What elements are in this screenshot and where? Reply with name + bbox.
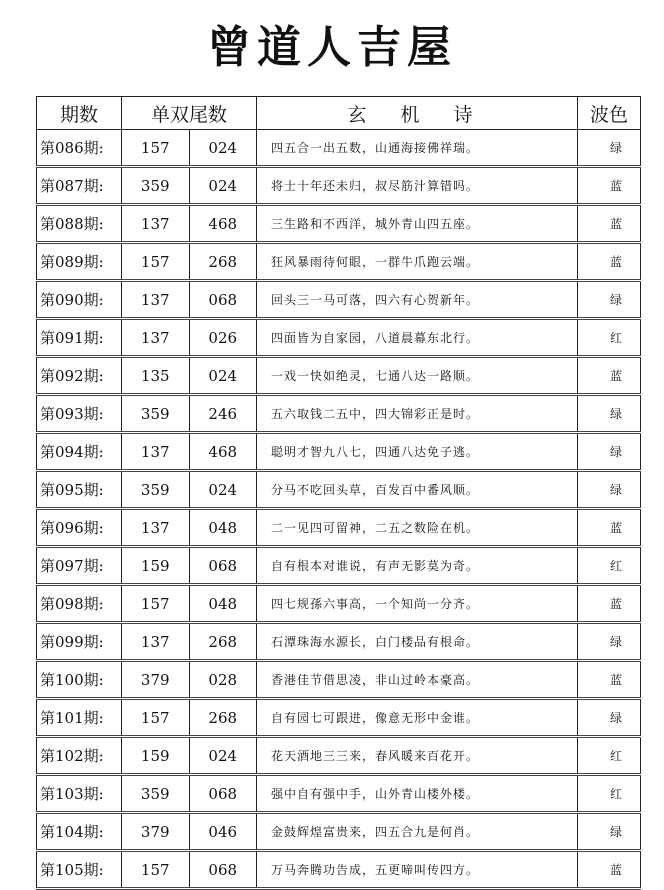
cell-wave: 蓝 bbox=[578, 205, 641, 243]
cell-tail: 268 bbox=[189, 699, 257, 737]
cell-wave: 红 bbox=[578, 547, 641, 585]
header-odd-even-tail: 单双尾数 bbox=[122, 97, 257, 130]
cell-tail: 048 bbox=[189, 585, 257, 623]
cell-poem: 强中自有强中手，山外青山楼外楼。 bbox=[257, 775, 578, 813]
results-table bbox=[36, 96, 641, 890]
cell-tail: 468 bbox=[189, 433, 257, 471]
table-row bbox=[37, 243, 641, 281]
cell-odd: 137 bbox=[122, 433, 190, 471]
cell-tail: 024 bbox=[189, 357, 257, 395]
cell-tail: 068 bbox=[189, 281, 257, 319]
header-poem: 玄 机 诗 bbox=[257, 97, 578, 130]
cell-period: 第086期: bbox=[37, 130, 122, 167]
cell-period: 第096期: bbox=[37, 509, 122, 547]
cell-poem: 分马不吃回头草，百发百中番风顺。 bbox=[257, 471, 578, 509]
table-row bbox=[37, 167, 641, 205]
table-row bbox=[37, 851, 641, 889]
cell-tail: 024 bbox=[189, 130, 257, 167]
cell-odd: 157 bbox=[122, 243, 190, 281]
cell-period: 第102期: bbox=[37, 737, 122, 775]
cell-period: 第091期: bbox=[37, 319, 122, 357]
cell-odd: 137 bbox=[122, 319, 190, 357]
cell-poem: 二一见四可留神，二五之数险在机。 bbox=[257, 509, 578, 547]
cell-wave: 蓝 bbox=[578, 851, 641, 889]
cell-period: 第088期: bbox=[37, 205, 122, 243]
cell-period: 第105期: bbox=[37, 851, 122, 889]
cell-period: 第103期: bbox=[37, 775, 122, 813]
cell-tail: 024 bbox=[189, 471, 257, 509]
cell-tail: 068 bbox=[189, 851, 257, 889]
cell-wave: 绿 bbox=[578, 813, 641, 851]
table-row bbox=[37, 737, 641, 775]
cell-odd: 159 bbox=[122, 737, 190, 775]
page-subtitle bbox=[110, 78, 550, 86]
cell-poem: 四五合一出五数，山通海接佛祥瑞。 bbox=[257, 130, 578, 167]
cell-wave: 绿 bbox=[578, 281, 641, 319]
cell-poem: 花天酒地三三来，春风暖来百花开。 bbox=[257, 737, 578, 775]
cell-wave: 红 bbox=[578, 319, 641, 357]
cell-odd: 359 bbox=[122, 471, 190, 509]
table-row bbox=[37, 547, 641, 585]
cell-period: 第104期: bbox=[37, 813, 122, 851]
cell-poem: 香港佳节借思凌，非山过岭本豪高。 bbox=[257, 661, 578, 699]
table-row bbox=[37, 130, 641, 167]
cell-odd: 157 bbox=[122, 130, 190, 167]
cell-odd: 379 bbox=[122, 661, 190, 699]
cell-tail: 068 bbox=[189, 775, 257, 813]
cell-wave: 绿 bbox=[578, 395, 641, 433]
cell-odd: 159 bbox=[122, 547, 190, 585]
cell-period: 第097期: bbox=[37, 547, 122, 585]
table-row bbox=[37, 509, 641, 547]
cell-tail: 268 bbox=[189, 243, 257, 281]
cell-period: 第098期: bbox=[37, 585, 122, 623]
cell-odd: 359 bbox=[122, 167, 190, 205]
cell-wave: 蓝 bbox=[578, 661, 641, 699]
cell-poem: 四面皆为自家园，八道晨幕东北行。 bbox=[257, 319, 578, 357]
table-row bbox=[37, 471, 641, 509]
cell-odd: 379 bbox=[122, 813, 190, 851]
table-body bbox=[37, 130, 641, 889]
table-row bbox=[37, 661, 641, 699]
cell-tail: 026 bbox=[189, 319, 257, 357]
cell-wave: 绿 bbox=[578, 433, 641, 471]
cell-odd: 137 bbox=[122, 509, 190, 547]
cell-tail: 068 bbox=[189, 547, 257, 585]
cell-poem: 自有园七可跟进，像意无形中金谁。 bbox=[257, 699, 578, 737]
cell-tail: 268 bbox=[189, 623, 257, 661]
cell-wave: 蓝 bbox=[578, 357, 641, 395]
cell-poem: 四七规孫六事高，一个知尚一分齐。 bbox=[257, 585, 578, 623]
cell-poem: 聪明才智九八七，四通八达免子逃。 bbox=[257, 433, 578, 471]
cell-period: 第099期: bbox=[37, 623, 122, 661]
cell-period: 第095期: bbox=[37, 471, 122, 509]
cell-poem: 万马奔腾功告成，五更啼叫传四方。 bbox=[257, 851, 578, 889]
cell-period: 第101期: bbox=[37, 699, 122, 737]
cell-period: 第100期: bbox=[37, 661, 122, 699]
table-header-row bbox=[37, 97, 641, 130]
cell-odd: 137 bbox=[122, 281, 190, 319]
cell-tail: 024 bbox=[189, 167, 257, 205]
table-row bbox=[37, 585, 641, 623]
cell-poem: 五六取钱二五中，四大锦彩正是时。 bbox=[257, 395, 578, 433]
table-row bbox=[37, 357, 641, 395]
cell-odd: 157 bbox=[122, 851, 190, 889]
cell-odd: 157 bbox=[122, 585, 190, 623]
cell-period: 第090期: bbox=[37, 281, 122, 319]
cell-poem: 石潭珠海水源长，白门楼品有根命。 bbox=[257, 623, 578, 661]
cell-wave: 红 bbox=[578, 737, 641, 775]
cell-tail: 024 bbox=[189, 737, 257, 775]
table-row bbox=[37, 319, 641, 357]
cell-wave: 蓝 bbox=[578, 167, 641, 205]
table-row bbox=[37, 623, 641, 661]
table-row bbox=[37, 281, 641, 319]
header-wave: 波色 bbox=[578, 97, 641, 130]
cell-wave: 蓝 bbox=[578, 243, 641, 281]
cell-poem: 狂风暴雨待何眼，一群牛爪跑云端。 bbox=[257, 243, 578, 281]
cell-wave: 绿 bbox=[578, 623, 641, 661]
cell-odd: 137 bbox=[122, 205, 190, 243]
cell-wave: 绿 bbox=[578, 130, 641, 167]
table-row bbox=[37, 813, 641, 851]
cell-odd: 137 bbox=[122, 623, 190, 661]
cell-period: 第089期: bbox=[37, 243, 122, 281]
cell-odd: 135 bbox=[122, 357, 190, 395]
cell-odd: 359 bbox=[122, 395, 190, 433]
table-row bbox=[37, 775, 641, 813]
table-row bbox=[37, 395, 641, 433]
cell-wave: 红 bbox=[578, 775, 641, 813]
table-row bbox=[37, 433, 641, 471]
cell-tail: 468 bbox=[189, 205, 257, 243]
cell-odd: 157 bbox=[122, 699, 190, 737]
cell-tail: 048 bbox=[189, 509, 257, 547]
cell-poem: 将士十年还未归，叔尽筋汁算错吗。 bbox=[257, 167, 578, 205]
cell-tail: 046 bbox=[189, 813, 257, 851]
cell-period: 第092期: bbox=[37, 357, 122, 395]
table-row bbox=[37, 205, 641, 243]
cell-period: 第094期: bbox=[37, 433, 122, 471]
cell-tail: 028 bbox=[189, 661, 257, 699]
cell-period: 第093期: bbox=[37, 395, 122, 433]
cell-wave: 绿 bbox=[578, 471, 641, 509]
page-title: 曾道人吉屋 bbox=[207, 22, 457, 73]
cell-poem: 回头三一马可落，四六有心贺新年。 bbox=[257, 281, 578, 319]
cell-wave: 蓝 bbox=[578, 585, 641, 623]
cell-poem: 自有根本对谁说，有声无影莫为奇。 bbox=[257, 547, 578, 585]
cell-poem: 金鼓辉煌富贵来，四五合九是何肖。 bbox=[257, 813, 578, 851]
cell-period: 第087期: bbox=[37, 167, 122, 205]
table-row bbox=[37, 699, 641, 737]
cell-poem: 一戏一快如绝灵，七通八达一路顺。 bbox=[257, 357, 578, 395]
cell-wave: 蓝 bbox=[578, 509, 641, 547]
cell-tail: 246 bbox=[189, 395, 257, 433]
cell-odd: 359 bbox=[122, 775, 190, 813]
cell-wave: 绿 bbox=[578, 699, 641, 737]
cell-poem: 三生路和不西洋，城外青山四五座。 bbox=[257, 205, 578, 243]
header-period: 期数 bbox=[37, 97, 122, 130]
